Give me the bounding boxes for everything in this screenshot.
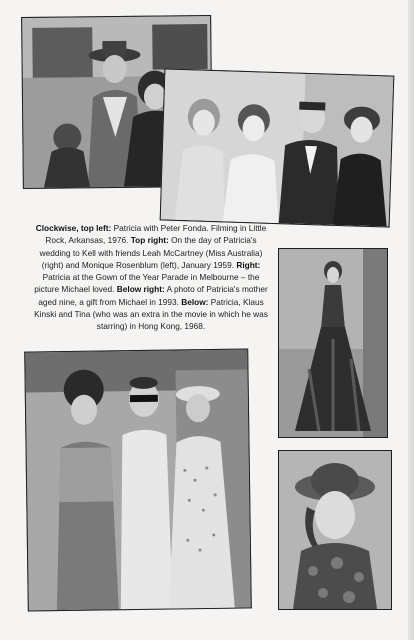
photo-caption [30, 222, 272, 333]
caption-label-right: Right: [236, 259, 261, 270]
caption-text-top-left: Patricia with Peter Fonda. Filming in Little Rock, Arkansas, 1976. [45, 223, 267, 246]
caption-text-right: Patricia at the Gown of the Year Parade in Melbourne – the picture Michael loved. [34, 272, 260, 295]
caption-label-below-right: Below right: [116, 284, 165, 295]
caption-text-below-right: A photo of Patricia's mother aged nine, a gift from Michael in 1993. [38, 284, 268, 307]
caption-text-below: Patricia, Klaus Kinski and Tina (who was an extra in the movie in which he was starring) in Hong Kong, 1968. [34, 296, 268, 332]
photo-image-below-right [279, 451, 391, 609]
caption-text-top-right: On the day of Patricia's wedding to Kell with friends Leah McCartney (Miss Australia) (right) and Monique Rosenblum (left), January 1959. [39, 235, 263, 270]
page-gutter [408, 0, 414, 640]
photo-wedding-friends [160, 68, 395, 227]
caption-label-below: Below: [181, 296, 209, 307]
photo-mother-aged-nine [278, 450, 392, 610]
photo-image-right [279, 249, 387, 437]
photo-image-below [25, 349, 251, 610]
photo-gown-of-the-year [278, 248, 388, 438]
photo-image-top-right [161, 69, 394, 226]
caption-label-top-right: Top right: [130, 235, 169, 246]
caption-label-top-left: Clockwise, top left: [35, 223, 112, 233]
photo-patricia-kinski-tina [24, 348, 252, 611]
